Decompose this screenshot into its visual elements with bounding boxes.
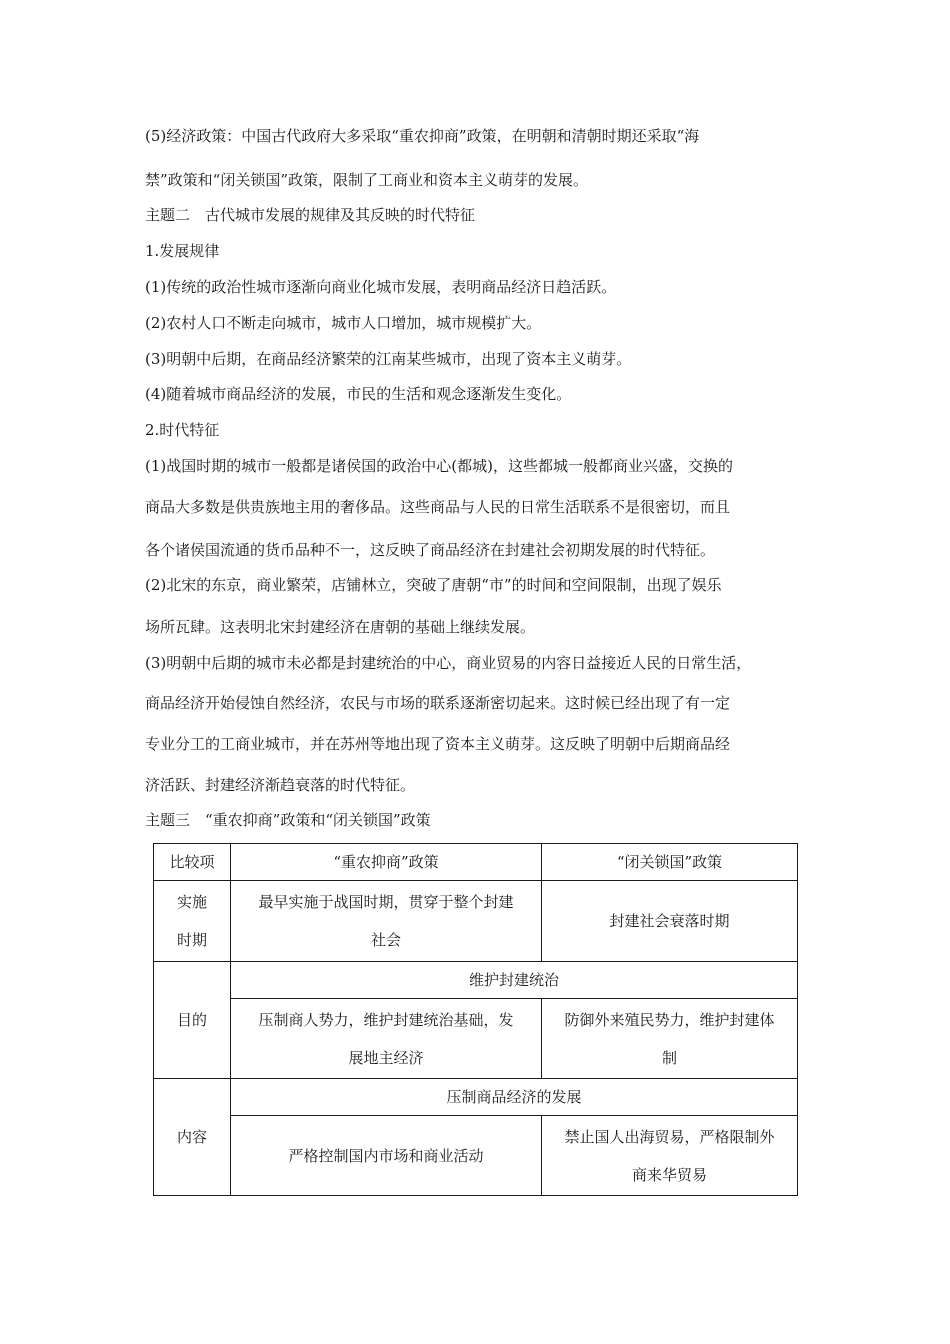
row-label-purpose: 目的 <box>154 962 231 1079</box>
feature-3-line1: (3)明朝中后期的城市未必都是封建统治的中心，商业贸易的内容日益接近人民的日常生活， <box>145 654 752 672</box>
rule-item-2: (2)农村人口不断走向城市，城市人口增加，城市规模扩大。 <box>145 314 542 332</box>
header-cell-item: 比较项 <box>154 844 231 881</box>
cell-purpose-a-line2: 展地主经济 <box>348 1048 424 1067</box>
cell-content-b-line1: 禁止国人出海贸易，严格限制外 <box>564 1127 775 1146</box>
rule-item-4: (4)随着城市商品经济的发展，市民的生活和观念逐渐发生变化。 <box>145 385 572 403</box>
row-label-time-line2: 时期 <box>176 931 207 949</box>
cell-content-policy-a: 严格控制国内市场和商业活动 <box>231 1116 542 1196</box>
row-label-time <box>154 881 231 962</box>
topic3-heading: 主题三 “重农抑商”政策和“闭关锁国”政策 <box>145 811 431 829</box>
paragraph-economic-policy-line1: (5)经济政策：中国古代政府大多采取“重农抑商”政策，在明朝和清朝时期还采取“海 <box>145 127 700 145</box>
rule-item-1: (1)传统的政治性城市逐渐向商业化城市发展，表明商品经济日趋活跃。 <box>145 278 617 296</box>
cell-purpose-policy-b <box>542 999 798 1079</box>
cell-time-policy-b: 封建社会衰落时期 <box>542 881 798 962</box>
cell-time-a-line2: 社会 <box>370 931 401 949</box>
feature-3-line2: 商品经济开始侵蚀自然经济，农民与市场的联系逐渐密切起来。这时候已经出现了有一定 <box>145 694 731 712</box>
cell-purpose-a-line1: 压制商人势力，维护封建统治基础，发 <box>258 1010 514 1029</box>
feature-2-line1: (2)北宋的东京，商业繁荣，店铺林立，突破了唐朝“市”的时间和空间限制，出现了娱乐 <box>145 576 722 594</box>
feature-1-line3: 各个诸侯国流通的货币品种不一，这反映了商品经济在封建社会初期发展的时代特征。 <box>145 541 716 559</box>
cell-content-b-line2: 商来华贸易 <box>631 1165 707 1184</box>
table-row-content-detail <box>154 1116 798 1196</box>
feature-3-line4: 济活跃、封建经济渐趋衰落的时代特征。 <box>145 776 416 794</box>
table-row-purpose-common <box>154 962 798 999</box>
cell-content-common: 压制商品经济的发展 <box>231 1079 798 1116</box>
cell-purpose-b-line1: 防御外来殖民势力，维护封建体 <box>564 1010 775 1029</box>
header-cell-policy-a: “重农抑商”政策 <box>231 844 542 881</box>
paragraph-economic-policy-line2: 禁”政策和“闭关锁国”政策，限制了工商业和资本主义萌芽的发展。 <box>145 171 589 189</box>
table-header-row <box>154 844 798 881</box>
row-label-time-line1: 实施 <box>176 893 207 911</box>
table-row-purpose-detail <box>154 999 798 1079</box>
cell-purpose-b-line2: 制 <box>661 1048 677 1067</box>
feature-3-line3: 专业分工的工商业城市，并在苏州等地出现了资本主义萌芽。这反映了明朝中后期商品经 <box>145 735 731 753</box>
feature-1-line2: 商品大多数是供贵族地主用的奢侈品。这些商品与人民的日常生活联系不是很密切，而且 <box>145 498 731 516</box>
section-features-title: 2.时代特征 <box>145 421 220 439</box>
cell-content-policy-b <box>542 1116 798 1196</box>
feature-1-line1: (1)战国时期的城市一般都是诸侯国的政治中心(都城)，这些都城一般都商业兴盛，交换的 <box>145 457 733 475</box>
header-cell-policy-b: “闭关锁国”政策 <box>542 844 798 881</box>
rule-item-3: (3)明朝中后期，在商品经济繁荣的江南某些城市，出现了资本主义萌芽。 <box>145 350 632 368</box>
cell-purpose-common: 维护封建统治 <box>231 962 798 999</box>
topic2-heading: 主题二 古代城市发展的规律及其反映的时代特征 <box>145 206 476 224</box>
table-row-content-common <box>154 1079 798 1116</box>
section-rules-title: 1.发展规律 <box>145 242 220 260</box>
cell-purpose-policy-a <box>231 999 542 1079</box>
row-label-content: 内容 <box>154 1079 231 1196</box>
cell-time-a-line1: 最早实施于战国时期，贯穿于整个封建 <box>258 893 514 911</box>
feature-2-line2: 场所瓦肆。这表明北宋封建经济在唐朝的基础上继续发展。 <box>145 618 536 636</box>
table-row-time <box>154 881 798 962</box>
cell-time-policy-a <box>231 881 542 962</box>
policy-comparison-table <box>153 843 798 1196</box>
